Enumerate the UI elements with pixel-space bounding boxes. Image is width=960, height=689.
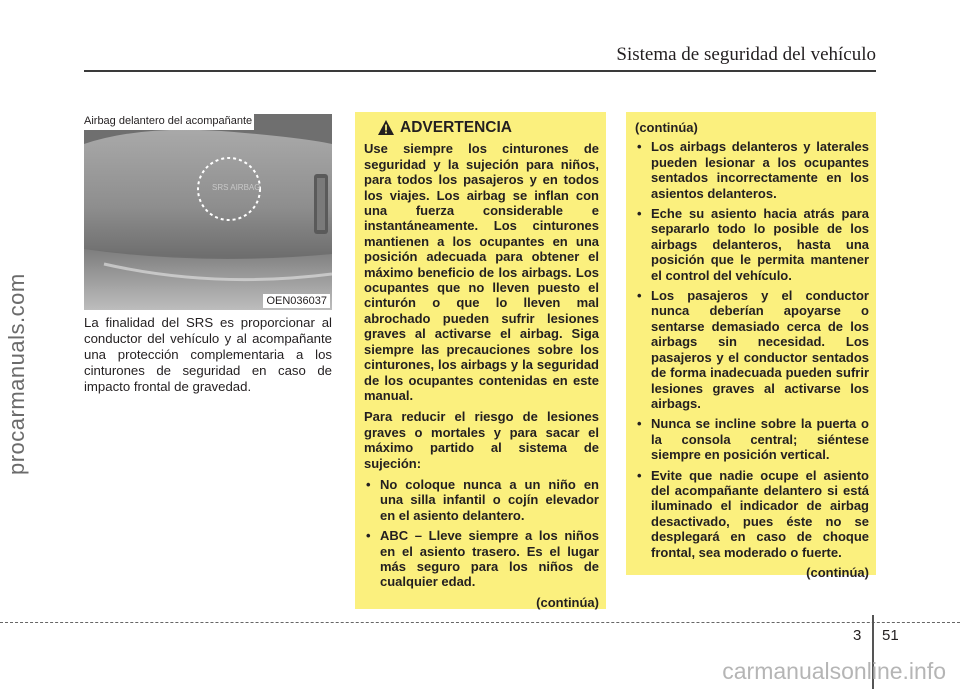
warning-box-continued xyxy=(626,112,876,580)
continued-lead: (continúa) xyxy=(635,120,698,135)
side-watermark: procarmanuals.com xyxy=(4,273,29,475)
list-item: • No coloque nunca a un niño en una silla infantil o cojín elevador en el asiento delantero. xyxy=(364,477,599,523)
page-number: 51 xyxy=(882,627,899,644)
figure-code: OEN036037 xyxy=(263,294,330,308)
bottom-watermark: carmanualsonline.info xyxy=(722,658,946,684)
warning-title: ADVERTENCIA xyxy=(400,119,512,136)
section-title: Sistema de seguridad del vehículo xyxy=(616,44,876,65)
dashboard-illustration xyxy=(84,114,332,310)
warning-box xyxy=(355,112,606,609)
list-item: • ABC – Lleve siempre a los niños en el asiento trasero. Es el lugar más seguro para los niños de cualquier edad. xyxy=(364,528,599,590)
figure-caption: Airbag delantero del acompañante xyxy=(84,114,254,130)
list-item: • Los pasajeros y el conductor nunca deberían apoyarse o sentarse demasiado cerca de los airbags sin necesidad. Los pasajeros y el conductor sentados de forma inadecuada pueden sufrir lesiones graves al activarse los airbags. xyxy=(635,288,869,411)
footer-rule xyxy=(0,622,960,623)
airbag-figure xyxy=(84,114,332,310)
warning-list xyxy=(364,477,599,590)
intro-paragraph: La finalidad del SRS es proporcionar al conductor del vehículo y al acompañante una protección complementaria a los cinturones de seguridad en caso de impacto frontal de gravedad. xyxy=(84,315,332,394)
continued-label: (continúa) xyxy=(536,594,599,610)
warning-heading xyxy=(364,120,599,135)
continued-label: (continúa) xyxy=(806,564,869,580)
srs-airbag-label: SRS AIRBAG xyxy=(212,183,261,192)
list-item: • Evite que nadie ocupe el asiento del acompañante delantero si está iluminado el indicador de airbag desactivado, pues éste no se desplegará en caso de choque frontal, sea moderado o fuerte. xyxy=(635,468,869,560)
list-item: • Eche su asiento hacia atrás para separarlo todo lo posible de los airbags delanteros, hasta una posición que le permita mantener el control del vehículo. xyxy=(635,206,869,283)
list-item: • Nunca se incline sobre la puerta o la consola central; siéntese siempre en posición vertical. xyxy=(635,416,869,462)
warning-paragraph: Para reducir el riesgo de lesiones graves o mortales y para sacar el máximo partido al sistema de sujeción: xyxy=(364,409,599,471)
chapter-number: 3 xyxy=(853,627,862,644)
warning-list xyxy=(635,139,869,560)
warning-paragraph: Use siempre los cinturones de seguridad y la sujeción para niños, para todos los pasajeros y en todos los viajes. Los airbag se inflan con una fuerza considerable e instantáneamente. Los cinturones mantienen a los ocupantes en una posición adecuada para obtener el máximo beneficio de los airbags. Los ocupantes que no lleven puesto el cinturón o que lo lleven mal abrochado pueden sufrir lesiones graves al activarse el airbag. Siga siempre las precauciones sobre los cinturones, los airbags y la seguridad de los ocupantes contenidas en este manual. xyxy=(364,141,599,403)
warning-triangle-icon xyxy=(378,120,394,135)
list-item: • Los airbags delanteros y laterales pueden lesionar a los ocupantes sentados incorrectamente en los asientos delanteros. xyxy=(635,139,869,201)
header-rule xyxy=(84,70,876,72)
